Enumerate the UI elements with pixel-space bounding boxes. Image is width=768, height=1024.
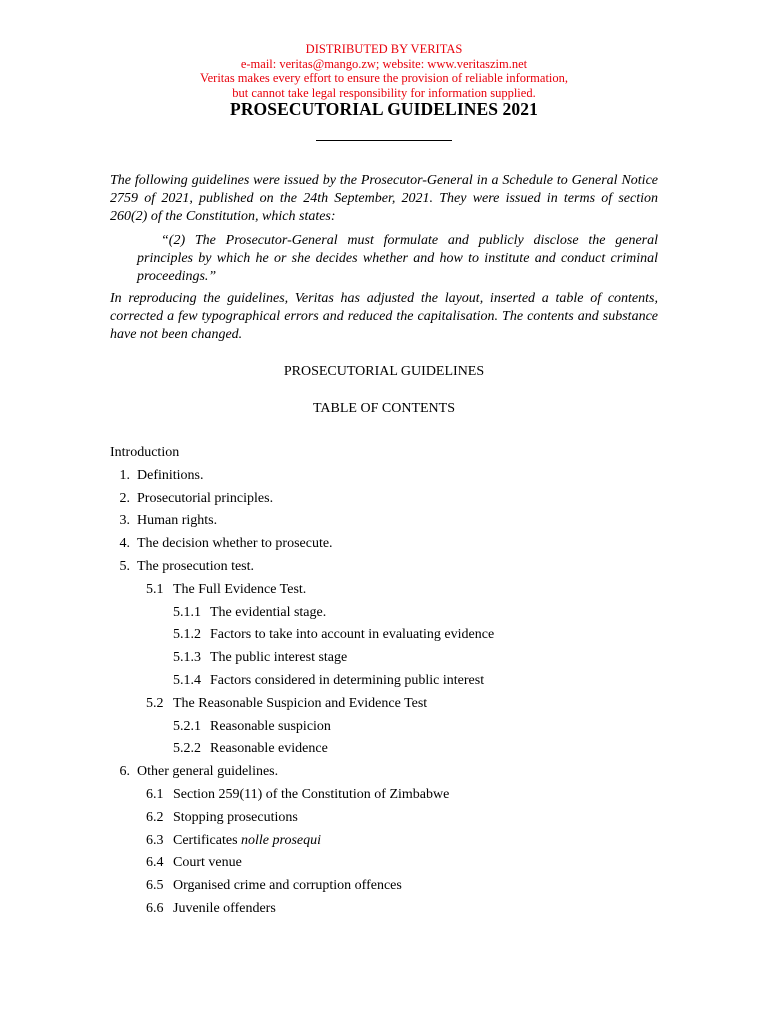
toc-item-label: The prosecution test. bbox=[137, 558, 255, 574]
toc-item bbox=[110, 740, 670, 763]
toc-item-number: 5.1.3 bbox=[173, 650, 201, 666]
toc-item-number: 2. bbox=[119, 490, 130, 506]
toc-item-label: The public interest stage bbox=[210, 650, 348, 666]
toc-item-label: Section 259(11) of the Constitution of Zimbabwe bbox=[173, 786, 450, 802]
distributor-line: DISTRIBUTED BY VERITAS bbox=[305, 42, 463, 56]
toc-item-label: Factors considered in determining public interest bbox=[210, 672, 485, 688]
toc-item bbox=[110, 490, 670, 513]
toc-heading: TABLE OF CONTENTS bbox=[313, 401, 455, 416]
editorial-note bbox=[110, 172, 658, 344]
toc-item-number: 4. bbox=[119, 536, 130, 552]
toc-item-number: 5.2 bbox=[146, 695, 164, 711]
toc-item-number: 5.1.4 bbox=[173, 672, 201, 688]
intro-paragraph: The following guidelines were issued by the Prosecutor-General in a Schedule to General Notice 2759 of 2021, published on the 24th September, 2021. They were issued in terms of section 260(2) of the Constitution, which states: bbox=[110, 173, 658, 224]
constitution-quote: “(2) The Prosecutor-General must formulate and publicly disclose the general principles by which he or she decides whether and how to institute and conduct criminal proceedings.” bbox=[137, 233, 658, 284]
toc-item-label: Certificates bbox=[173, 832, 242, 848]
toc-item bbox=[110, 672, 670, 695]
toc-item bbox=[110, 763, 670, 786]
toc-item-label: The evidential stage. bbox=[210, 604, 327, 620]
toc-item-label: Other general guidelines. bbox=[137, 764, 279, 780]
toc-item-label: Stopping prosecutions bbox=[173, 809, 298, 825]
toc-item bbox=[110, 581, 670, 604]
toc-item-number: 6.3 bbox=[146, 832, 164, 848]
contact-line: e-mail: veritas@mango.zw; website: www.veritaszim.net bbox=[240, 56, 528, 71]
toc-item-number: 6.5 bbox=[146, 878, 164, 894]
toc-item-label: The Reasonable Suspicion and Evidence Test bbox=[173, 695, 428, 711]
toc-item bbox=[110, 809, 670, 832]
toc-item bbox=[110, 535, 670, 558]
toc-item-number: 5.1 bbox=[146, 581, 164, 597]
toc-item bbox=[110, 467, 670, 490]
toc-item bbox=[110, 558, 670, 581]
toc-item-number: 5. bbox=[119, 558, 130, 574]
toc-item-number: 6.2 bbox=[146, 809, 164, 825]
toc-item bbox=[110, 900, 670, 923]
toc-item-number: 5.1.2 bbox=[173, 627, 201, 643]
toc-item-number: 6.6 bbox=[146, 900, 164, 916]
toc-item-label: Organised crime and corruption offences bbox=[173, 878, 402, 894]
toc-item-label: Court venue bbox=[173, 855, 242, 871]
toc-item-label: Juvenile offenders bbox=[173, 900, 276, 916]
toc-item bbox=[110, 786, 670, 809]
section-subtitle: PROSECUTORIAL GUIDELINES bbox=[283, 364, 485, 379]
toc-item bbox=[110, 695, 670, 718]
toc-item bbox=[110, 718, 670, 741]
toc-item-label: Reasonable suspicion bbox=[210, 718, 331, 734]
toc-introduction: Introduction bbox=[110, 445, 180, 460]
disclaimer-line-2: but cannot take legal responsibility for information supplied. bbox=[232, 85, 536, 100]
toc-item-label: Human rights. bbox=[137, 513, 218, 529]
toc-item-number: 5.2.2 bbox=[173, 741, 201, 757]
toc-item-number: 3. bbox=[119, 513, 130, 529]
reproduction-note: In reproducing the guidelines, Veritas has adjusted the layout, inserted a table of contents, corrected a few typographical errors and reduced the capitalisation. The contents and substance have not been changed. bbox=[110, 291, 658, 342]
distribution-header bbox=[0, 42, 768, 100]
toc-item-number: 5.2.1 bbox=[173, 718, 201, 734]
title-underline bbox=[316, 140, 452, 141]
toc-item bbox=[110, 854, 670, 877]
document-title: PROSECUTORIAL GUIDELINES 2021 bbox=[230, 99, 538, 119]
toc-item-number: 6.1 bbox=[146, 786, 164, 802]
toc-item bbox=[110, 512, 670, 535]
toc-item-number: 5.1.1 bbox=[173, 604, 201, 620]
toc-item-label: Factors to take into account in evaluating evidence bbox=[210, 627, 495, 643]
toc-item-label: The Full Evidence Test. bbox=[173, 581, 307, 597]
toc-item-label: Definitions. bbox=[137, 467, 204, 483]
toc-item bbox=[110, 626, 670, 649]
toc-item-label-italic: nolle prosequi bbox=[241, 832, 322, 848]
toc-item bbox=[110, 649, 670, 672]
table-of-contents bbox=[110, 444, 670, 923]
toc-item-number: 6. bbox=[119, 764, 130, 780]
toc-item bbox=[110, 604, 670, 627]
toc-item bbox=[110, 832, 670, 855]
toc-item-label: Reasonable evidence bbox=[210, 741, 328, 757]
toc-item-number: 1. bbox=[119, 467, 130, 483]
toc-item bbox=[110, 877, 670, 900]
toc-item-number: 6.4 bbox=[146, 855, 164, 871]
disclaimer-line-1: Veritas makes every effort to ensure the provision of reliable information, bbox=[199, 71, 569, 85]
toc-item-label: Prosecutorial principles. bbox=[137, 490, 274, 506]
toc-item-label: The decision whether to prosecute. bbox=[137, 536, 333, 552]
